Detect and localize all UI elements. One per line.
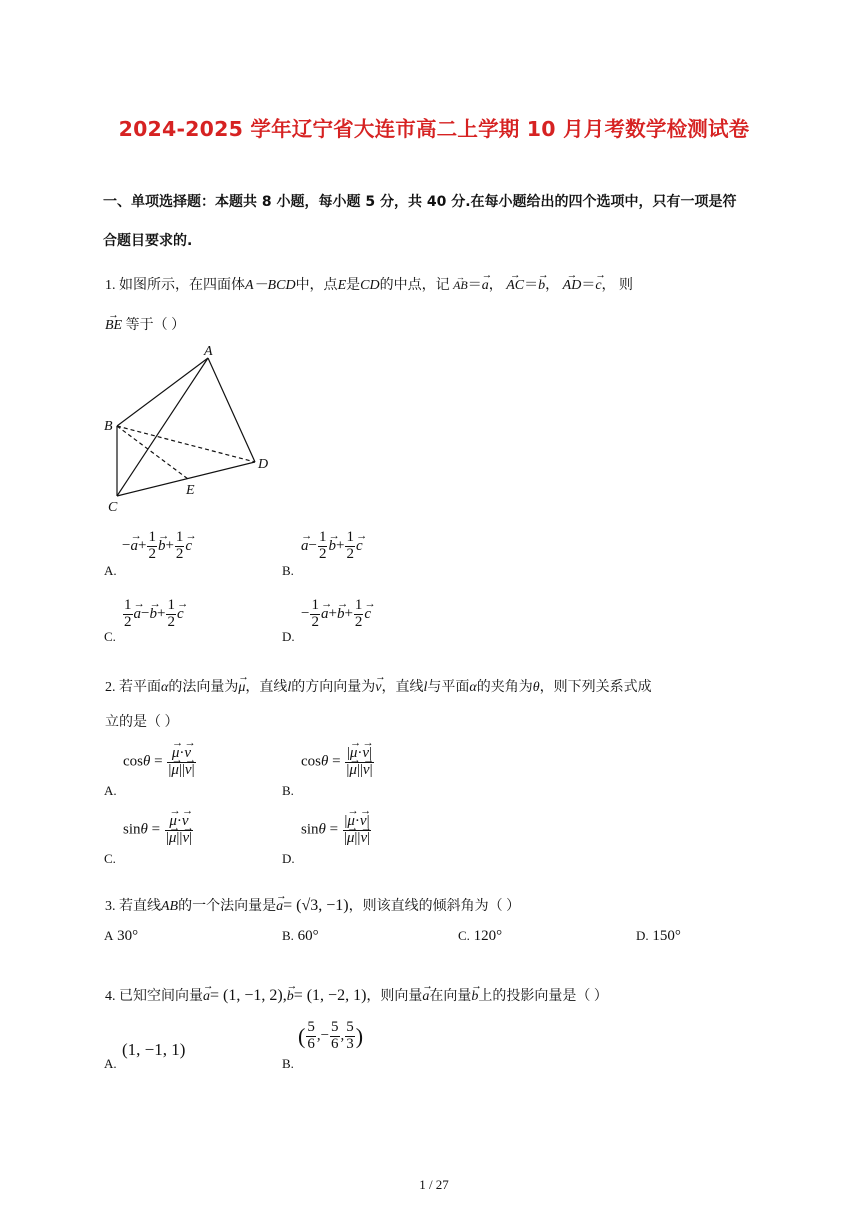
- q2-option-b-label[interactable]: B.: [282, 783, 294, 798]
- q4-option-b-expr[interactable]: ( $\frac{5}{6}$ ,− $\frac{5}{6}$ , $\frac{5}{3}$ ): [298, 1019, 364, 1052]
- section-instructions-line2: 合题目要求的.: [103, 233, 193, 249]
- question-1-stem: 1. 如图所示，在四面体A－BCD中，点E是CD的中点，记 → AB＝→ a， → AC＝→ b， → AD＝→ c， 则: [105, 274, 633, 294]
- q1-option-b-expr[interactable]: → a− $\frac{1}{2}$ → b+ $\frac{1}{2}$ → c: [301, 530, 363, 563]
- q3-option-d[interactable]: D. 150°: [636, 928, 681, 944]
- q2-option-c-label[interactable]: C.: [104, 851, 116, 866]
- question-1-stem-line2: → BE 等于（ ）: [105, 314, 185, 334]
- edge-ac: [117, 358, 208, 496]
- vertex-label-c: C: [108, 500, 118, 515]
- question-4-stem: 4. 已知空间向量→ a= (1, −1, 2),→ b= (1, −2, 1)，则向量→ a在向量→ b上的投影向量是（ ）: [105, 985, 608, 1005]
- q1-option-d-expr[interactable]: − $\frac{1}{2}$ → a+→ b+ $\frac{1}{2}$ → c: [301, 598, 371, 631]
- q3-option-b[interactable]: B. 60°: [282, 928, 319, 944]
- vector-be: → BE: [105, 318, 122, 334]
- vector-a: → a: [482, 278, 489, 294]
- q1-option-a-label[interactable]: A.: [104, 563, 117, 578]
- q2-option-a-label[interactable]: A.: [104, 783, 117, 798]
- vector-ab: → AB: [453, 278, 468, 293]
- vertex-label-d: D: [258, 457, 269, 472]
- vector-c: → c: [595, 278, 601, 294]
- tetrahedron-figure: [100, 340, 280, 515]
- q1-option-c-expr[interactable]: $\frac{1}{2}$ → a−→ b+ $\frac{1}{2}$ → c: [122, 598, 184, 631]
- q3-option-c[interactable]: C. 120°: [458, 928, 503, 944]
- question-3-stem: 3. 若直线AB的一个法向量是→ a= (√3, −1)，则该直线的倾斜角为（ ）: [105, 895, 520, 915]
- page-title: 2024-2025 学年辽宁省大连市高二上学期 10 月月考数学检测试卷: [118, 117, 750, 141]
- edge-bd-hidden: [117, 426, 255, 462]
- section-instructions-line1: 一、单项选择题：本题共 8 小题，每小题 5 分，共 40 分.在每小题给出的四个选项中，只有一项是符: [103, 194, 737, 210]
- edge-ad: [208, 358, 255, 462]
- q1-option-b-label[interactable]: B.: [282, 563, 294, 578]
- page-number: 1 / 27: [419, 1177, 449, 1192]
- question-2-stem: 2. 若平面α的法向量为→ μ，直线l的方向向量为→ v，直线l与平面α的夹角为θ，则下列关系式成: [105, 676, 652, 696]
- q2-option-d-label[interactable]: D.: [282, 851, 295, 866]
- point-label-e: E: [186, 483, 195, 498]
- edge-ab: [117, 358, 208, 426]
- question-2-stem-line2: 立的是（ ）: [105, 715, 179, 730]
- q4-option-a-value[interactable]: (1, −1, 1): [122, 1040, 186, 1059]
- vertex-label-a: A: [204, 344, 213, 359]
- q1-option-d-label[interactable]: D.: [282, 629, 295, 644]
- vector-ad: → AD: [563, 278, 582, 294]
- q4-option-b-label[interactable]: B.: [282, 1056, 294, 1071]
- q3-option-a[interactable]: A 30°: [104, 928, 139, 944]
- q1-option-c-label[interactable]: C.: [104, 629, 116, 644]
- q2-option-c-expr[interactable]: sinθ = → $\frac{\mu\cdot\to v}{|\to \mu||\to v|}$: [123, 814, 194, 847]
- segment-be-hidden: [117, 426, 188, 479]
- vector-b: → b: [538, 278, 545, 294]
- vertex-label-b: B: [104, 419, 113, 434]
- vector-ac: → AC: [506, 278, 524, 294]
- q2-option-a-expr[interactable]: cosθ = → $\frac{\mu\cdot\to v}{|\to \mu||\to v|}$: [123, 746, 197, 779]
- q2-option-d-expr[interactable]: sinθ = $\frac{|\to \mu\cdot\to v|}{|\to \mu||\to v|}$: [301, 814, 372, 847]
- q1-option-a-expr[interactable]: −→ a+ $\frac{1}{2}$ → b+ $\frac{1}{2}$ → c: [122, 530, 192, 563]
- q2-option-b-expr[interactable]: cosθ = $\frac{|\to \mu\cdot\to v|}{|\to \mu||\to v|}$: [301, 746, 375, 779]
- q4-option-a-label[interactable]: A.: [104, 1056, 117, 1071]
